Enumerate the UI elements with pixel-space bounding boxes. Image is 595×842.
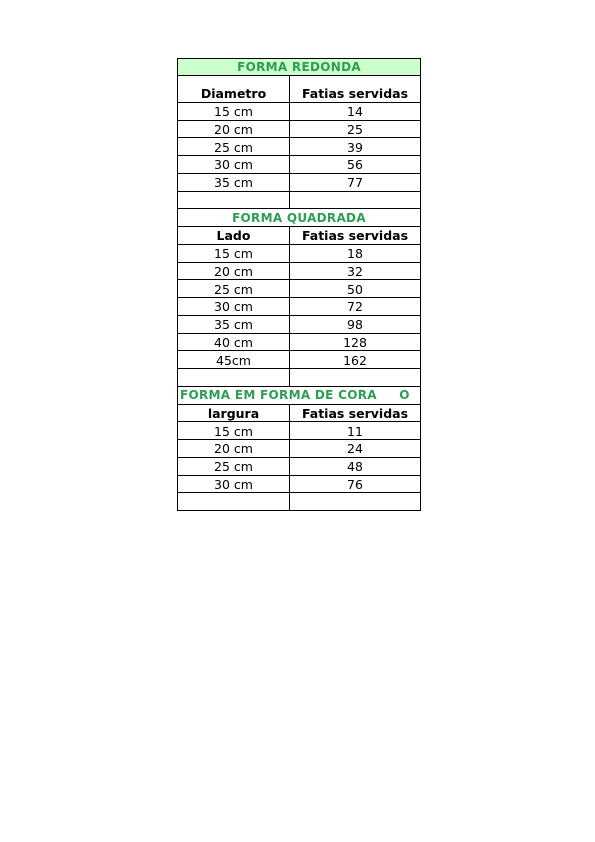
table-title: FORMA EM FORMA DE CORA O	[180, 388, 410, 403]
empty-cell	[290, 493, 420, 510]
table-row	[178, 174, 420, 192]
table-title: FORMA REDONDA	[178, 59, 420, 75]
slices-cell: 98	[347, 317, 363, 332]
table-title-row	[178, 387, 420, 405]
header-row	[178, 227, 420, 245]
size-cell: 15 cm	[178, 422, 290, 439]
table-row	[178, 245, 420, 263]
header-row	[178, 405, 420, 423]
table-row	[178, 280, 420, 298]
table-row	[178, 476, 420, 494]
slices-cell: 14	[347, 104, 363, 119]
empty-cell	[178, 369, 290, 386]
slices-cell: 25	[347, 121, 363, 137]
empty-row	[178, 192, 420, 210]
size-cell: 40 cm	[178, 334, 290, 351]
slices-cell: 24	[347, 441, 363, 457]
slices-cell: 48	[347, 459, 363, 474]
empty-cell	[290, 192, 420, 209]
table-row	[178, 156, 420, 174]
column-header: Fatias servidas	[301, 228, 409, 244]
size-cell: 20 cm	[178, 121, 290, 138]
slices-cell: 128	[343, 334, 367, 350]
table-row	[178, 316, 420, 334]
slices-cell: 32	[347, 263, 363, 279]
size-cell: 35 cm	[178, 316, 290, 333]
table-row	[178, 422, 420, 440]
table-row	[178, 458, 420, 476]
slices-cell: 72	[347, 299, 363, 315]
header-row	[178, 76, 420, 103]
table-row	[178, 334, 420, 352]
size-cell: 30 cm	[178, 476, 290, 493]
size-cell: 25 cm	[178, 138, 290, 155]
slices-cell: 76	[347, 476, 363, 492]
slices-cell: 18	[347, 246, 363, 261]
table-row	[178, 103, 420, 121]
size-cell: 30 cm	[178, 156, 290, 173]
slices-cell: 11	[347, 423, 363, 439]
column-header: Lado	[178, 227, 290, 244]
slices-cell: 162	[343, 352, 367, 368]
column-header: Fatias servidas	[301, 86, 409, 102]
slices-cell: 77	[347, 175, 363, 190]
size-cell: 20 cm	[178, 440, 290, 457]
table-row	[178, 138, 420, 156]
size-cell: 15 cm	[178, 103, 290, 120]
empty-row	[178, 493, 420, 511]
column-header: Fatias servidas	[301, 405, 409, 421]
size-cell: 35 cm	[178, 174, 290, 191]
empty-row	[178, 369, 420, 387]
size-cell: 30 cm	[178, 298, 290, 315]
column-header: largura	[178, 405, 290, 422]
slices-cell: 50	[347, 281, 363, 297]
size-cell: 25 cm	[178, 458, 290, 475]
table-row	[178, 298, 420, 316]
table-title: FORMA QUADRADA	[232, 210, 366, 225]
size-cell: 25 cm	[178, 280, 290, 297]
size-cell: 15 cm	[178, 245, 290, 262]
slices-cell: 56	[347, 157, 363, 173]
table-title-row	[178, 58, 420, 76]
table-row	[178, 263, 420, 281]
table-row	[178, 121, 420, 139]
column-header: Diametro	[178, 76, 290, 102]
size-cell: 45cm	[178, 351, 290, 368]
empty-cell	[178, 192, 290, 209]
size-cell: 20 cm	[178, 263, 290, 280]
table-row	[178, 351, 420, 369]
spreadsheet	[177, 58, 421, 511]
slices-cell: 39	[347, 139, 363, 155]
empty-cell	[290, 369, 420, 386]
empty-cell	[178, 493, 290, 510]
table-title-row	[178, 209, 420, 227]
table-row	[178, 440, 420, 458]
